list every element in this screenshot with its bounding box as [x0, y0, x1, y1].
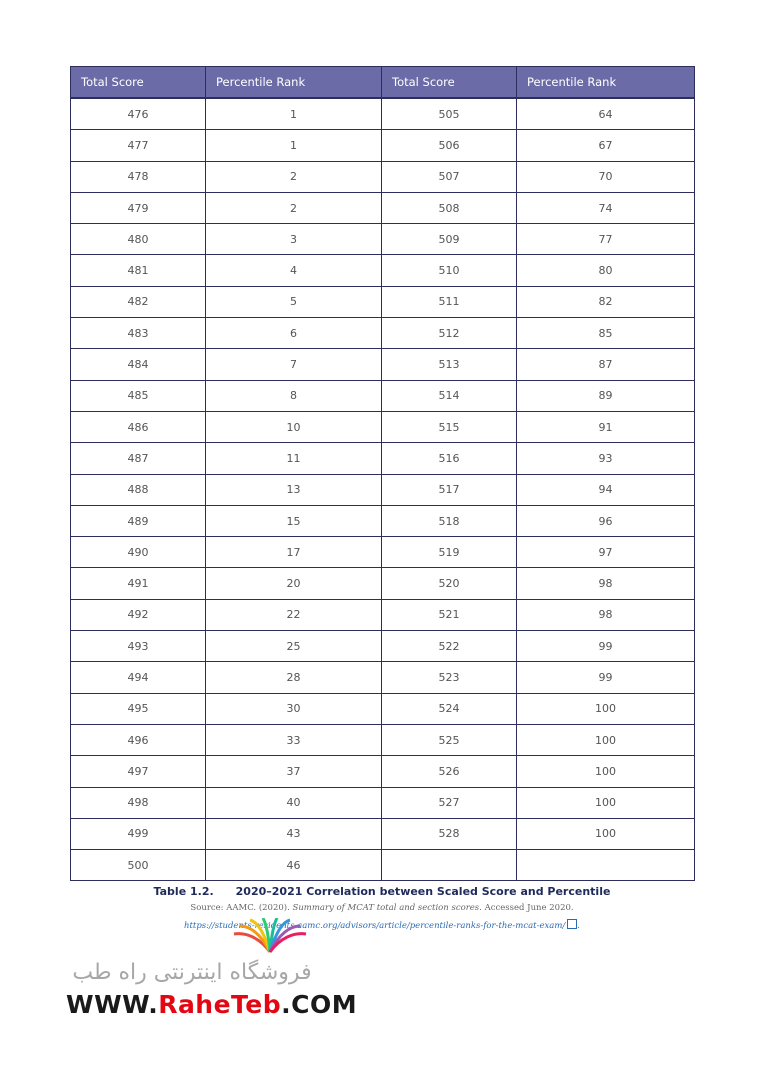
- cell-percentile-rank: 70: [517, 161, 695, 192]
- cell-total-score: 528: [382, 818, 517, 849]
- cell-total-score: 526: [382, 756, 517, 787]
- cell-total-score: 515: [382, 411, 517, 442]
- score-percentile-table: [70, 66, 695, 881]
- table-row: [71, 474, 695, 505]
- cell-percentile-rank: 3: [206, 224, 382, 255]
- table-row: [71, 98, 695, 130]
- cell-percentile-rank: 94: [517, 474, 695, 505]
- header-total-score: Total Score: [382, 67, 517, 99]
- cell-total-score: 518: [382, 505, 517, 536]
- cell-percentile-rank: 4: [206, 255, 382, 286]
- cell-total-score: 523: [382, 662, 517, 693]
- table-row: [71, 318, 695, 349]
- cell-percentile-rank: 5: [206, 286, 382, 317]
- cell-total-score: 511: [382, 286, 517, 317]
- table-header-row: [71, 67, 695, 99]
- cell-total-score: 500: [71, 850, 206, 881]
- table-source: Source: AAMC. (2020). Summary of MCAT total and section scores. Accessed June 2020.: [190, 903, 574, 913]
- header-percentile-rank: Percentile Rank: [517, 67, 695, 99]
- cell-percentile-rank: 91: [517, 411, 695, 442]
- cell-total-score: 483: [71, 318, 206, 349]
- cell-total-score: 516: [382, 443, 517, 474]
- cell-percentile-rank: 97: [517, 537, 695, 568]
- cell-percentile-rank: 1: [206, 130, 382, 161]
- open-book-logo-icon: [230, 918, 310, 958]
- table-row: [71, 255, 695, 286]
- cell-total-score: 521: [382, 599, 517, 630]
- cell-total-score: 527: [382, 787, 517, 818]
- table-row: [71, 224, 695, 255]
- external-link-icon[interactable]: [567, 919, 577, 929]
- table-row: [71, 568, 695, 599]
- table-row: [71, 286, 695, 317]
- cell-total-score: 513: [382, 349, 517, 380]
- watermark-persian-text: فروشگاه اینترنتی راه طب: [72, 960, 312, 985]
- cell-total-score: 520: [382, 568, 517, 599]
- cell-percentile-rank: 2: [206, 161, 382, 192]
- table-row: [71, 631, 695, 662]
- cell-percentile-rank: 37: [206, 756, 382, 787]
- cell-percentile-rank: 43: [206, 818, 382, 849]
- cell-percentile-rank: 64: [517, 98, 695, 130]
- cell-percentile-rank: 99: [517, 662, 695, 693]
- cell-percentile-rank: 40: [206, 787, 382, 818]
- cell-total-score: 487: [71, 443, 206, 474]
- table-row: [71, 662, 695, 693]
- cell-percentile-rank: 85: [517, 318, 695, 349]
- cell-total-score: 496: [71, 724, 206, 755]
- table-row: [71, 349, 695, 380]
- cell-percentile-rank: 77: [517, 224, 695, 255]
- cell-total-score: 493: [71, 631, 206, 662]
- cell-percentile-rank: 96: [517, 505, 695, 536]
- table-row: [71, 724, 695, 755]
- cell-percentile-rank: 100: [517, 724, 695, 755]
- cell-percentile-rank: 15: [206, 505, 382, 536]
- cell-total-score: 506: [382, 130, 517, 161]
- table-row: [71, 818, 695, 849]
- cell-percentile-rank: 20: [206, 568, 382, 599]
- cell-total-score: 477: [71, 130, 206, 161]
- cell-total-score: 505: [382, 98, 517, 130]
- cell-total-score: 481: [71, 255, 206, 286]
- cell-percentile-rank: 11: [206, 443, 382, 474]
- cell-total-score: 522: [382, 631, 517, 662]
- cell-total-score: 491: [71, 568, 206, 599]
- cell-percentile-rank: 33: [206, 724, 382, 755]
- source-link-line: https://students-residents.aamc.org/advisors/article/percentile-ranks-for-the-mcat-exam/ .: [184, 921, 580, 931]
- cell-percentile-rank: 10: [206, 411, 382, 442]
- table-row: [71, 505, 695, 536]
- cell-total-score: 486: [71, 411, 206, 442]
- cell-total-score: 476: [71, 98, 206, 130]
- cell-total-score: 525: [382, 724, 517, 755]
- header-percentile-rank: Percentile Rank: [206, 67, 382, 99]
- table-row: [71, 599, 695, 630]
- cell-total-score: 497: [71, 756, 206, 787]
- cell-percentile-rank: 74: [517, 192, 695, 223]
- table-row: [71, 537, 695, 568]
- cell-percentile-rank: 99: [517, 631, 695, 662]
- cell-total-score: 509: [382, 224, 517, 255]
- cell-percentile-rank: 28: [206, 662, 382, 693]
- cell-percentile-rank: 7: [206, 349, 382, 380]
- cell-total-score: 524: [382, 693, 517, 724]
- cell-total-score: 498: [71, 787, 206, 818]
- cell-total-score: 519: [382, 537, 517, 568]
- cell-percentile-rank: 100: [517, 818, 695, 849]
- cell-total-score: 508: [382, 192, 517, 223]
- table-row: [71, 161, 695, 192]
- table-number: Table 1.2.: [153, 885, 214, 898]
- table-row: [71, 443, 695, 474]
- table-row: [71, 787, 695, 818]
- cell-total-score: 517: [382, 474, 517, 505]
- source-link[interactable]: https://students-residents.aamc.org/advisors/article/percentile-ranks-for-the-mcat-exam/: [184, 921, 566, 931]
- cell-percentile-rank: 22: [206, 599, 382, 630]
- cell-total-score: 494: [71, 662, 206, 693]
- table-row: [71, 380, 695, 411]
- table-row: [71, 756, 695, 787]
- cell-percentile-rank: 67: [517, 130, 695, 161]
- cell-total-score: 482: [71, 286, 206, 317]
- cell-percentile-rank: 17: [206, 537, 382, 568]
- cell-percentile-rank: 25: [206, 631, 382, 662]
- cell-percentile-rank: 6: [206, 318, 382, 349]
- cell-percentile-rank: 100: [517, 693, 695, 724]
- cell-total-score: 488: [71, 474, 206, 505]
- cell-percentile-rank: 80: [517, 255, 695, 286]
- cell-percentile-rank: 13: [206, 474, 382, 505]
- cell-total-score: 484: [71, 349, 206, 380]
- cell-total-score: 514: [382, 380, 517, 411]
- cell-total-score: 480: [71, 224, 206, 255]
- cell-percentile-rank: 89: [517, 380, 695, 411]
- cell-total-score: 499: [71, 818, 206, 849]
- table-row: [71, 411, 695, 442]
- cell-percentile-rank: 100: [517, 756, 695, 787]
- table-title: 2020–2021 Correlation between Scaled Score and Percentile: [235, 885, 611, 898]
- cell-total-score: 478: [71, 161, 206, 192]
- cell-percentile-rank: 82: [517, 286, 695, 317]
- cell-total-score: 512: [382, 318, 517, 349]
- header-total-score: Total Score: [71, 67, 206, 99]
- cell-percentile-rank: 8: [206, 380, 382, 411]
- watermark-url: WWW.RaheTeb.COM: [66, 990, 358, 1019]
- cell-total-score: 485: [71, 380, 206, 411]
- cell-total-score: 492: [71, 599, 206, 630]
- cell-percentile-rank: 30: [206, 693, 382, 724]
- cell-percentile-rank: 87: [517, 349, 695, 380]
- cell-percentile-rank: 1: [206, 98, 382, 130]
- cell-total-score: 479: [71, 192, 206, 223]
- cell-percentile-rank: 93: [517, 443, 695, 474]
- table-row: [71, 192, 695, 223]
- cell-percentile-rank: 2: [206, 192, 382, 223]
- cell-percentile-rank: 100: [517, 787, 695, 818]
- cell-total-score: 490: [71, 537, 206, 568]
- cell-total-score: [382, 850, 517, 881]
- cell-percentile-rank: [517, 850, 695, 881]
- cell-total-score: 495: [71, 693, 206, 724]
- table-caption: [70, 885, 694, 898]
- watermark: [62, 918, 358, 1028]
- table-row: [71, 850, 695, 881]
- table-row: [71, 130, 695, 161]
- cell-total-score: 489: [71, 505, 206, 536]
- cell-percentile-rank: 46: [206, 850, 382, 881]
- table-body: [71, 98, 695, 881]
- cell-total-score: 510: [382, 255, 517, 286]
- table-row: [71, 693, 695, 724]
- cell-percentile-rank: 98: [517, 568, 695, 599]
- cell-percentile-rank: 98: [517, 599, 695, 630]
- cell-total-score: 507: [382, 161, 517, 192]
